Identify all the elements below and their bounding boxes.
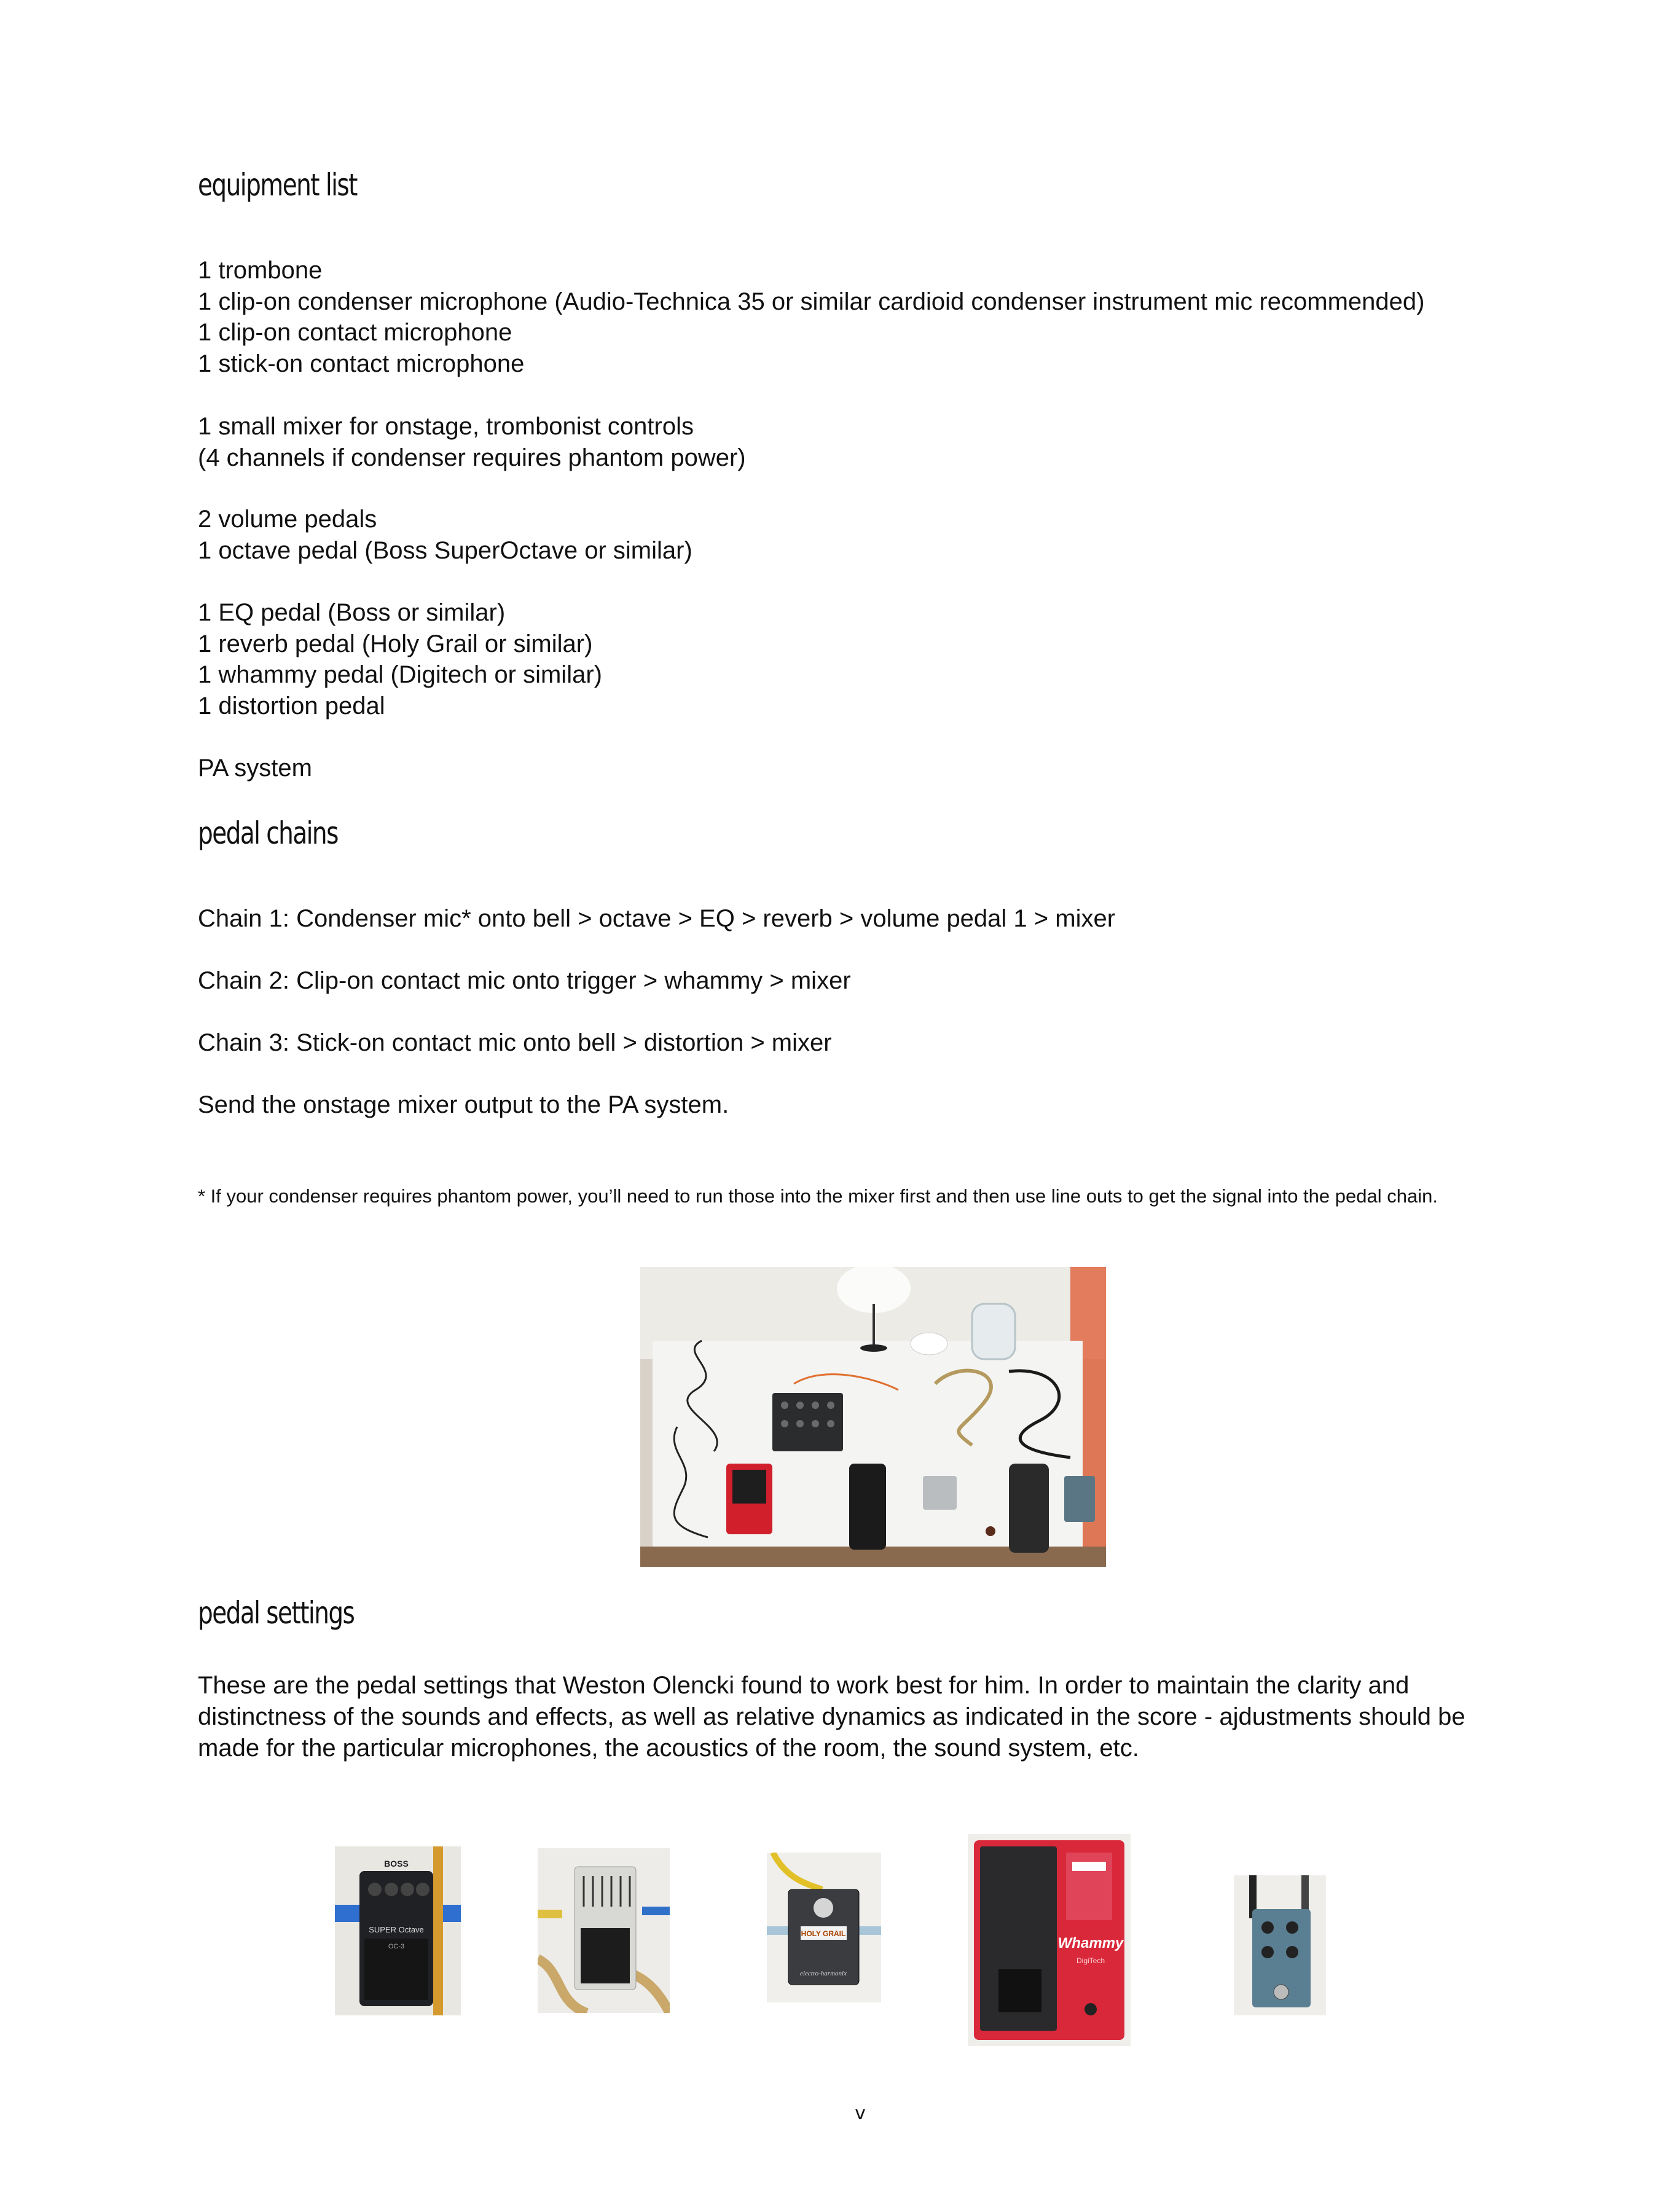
whammy-pedal-photo	[968, 1834, 1131, 2046]
distortion-pedal-photo	[1234, 1875, 1326, 2015]
equipment-item: 1 distortion pedal	[198, 692, 385, 720]
settings-description: These are the pedal settings that Weston Olencki found to work best for him. In order to maintain the clarity and distinctness of the sounds and effects, as well as relative dynamics as indicated in the score - ajdustments should be made for the particular microphones, the acoustics of the room, the sound system, etc.	[198, 1672, 1465, 1762]
equipment-item: 1 whammy pedal (Digitech or similar)	[198, 661, 602, 688]
reverb-pedal-photo	[767, 1853, 881, 2002]
octave-brand: BOSS	[384, 1859, 409, 1869]
eq-pedal-photo	[538, 1848, 670, 2013]
pedal-chains-heading: pedal chains	[198, 815, 338, 851]
equipment-item: 1 EQ pedal (Boss or similar)	[198, 599, 506, 626]
chain-line: Chain 1: Condenser mic* onto bell > octave > EQ > reverb > volume pedal 1 > mixer	[198, 905, 1116, 932]
setup-photo	[640, 1267, 1106, 1567]
whammy-pedal-name: Whammy	[1057, 1935, 1124, 1951]
equipment-item: 2 volume pedals	[198, 506, 377, 533]
pedal-settings-heading: pedal settings	[198, 1595, 355, 1631]
chain-line: Chain 3: Stick-on contact mic onto bell > distortion > mixer	[198, 1029, 832, 1056]
equipment-list-heading: equipment list	[198, 167, 357, 203]
octave-pedal-name: SUPER Octave	[369, 1925, 424, 1934]
reverb-brand: electro-harmonix	[800, 1970, 847, 1977]
equipment-item: 1 small mixer for onstage, trombonist controls	[198, 413, 694, 440]
equipment-item: (4 channels if condenser requires phantom power)	[198, 444, 746, 471]
equipment-item: 1 stick-on contact microphone	[198, 350, 525, 377]
equipment-item: 1 clip-on contact microphone	[198, 319, 512, 346]
page-number: v	[855, 2103, 866, 2124]
reverb-pedal-name: HOLY GRAIL	[801, 1929, 846, 1938]
footnote: * If your condenser requires phantom power, you’ll need to run those into the mixer first and then use line outs to get the signal into the pedal chain.	[198, 1185, 1438, 1207]
octave-pedal-photo	[335, 1846, 461, 2015]
equipment-item: 1 octave pedal (Boss SuperOctave or similar)	[198, 537, 692, 564]
equipment-item: PA system	[198, 755, 312, 782]
chain-line: Chain 2: Clip-on contact mic onto trigger > whammy > mixer	[198, 967, 851, 994]
equipment-item: 1 trombone	[198, 257, 323, 284]
octave-model: OC-3	[388, 1943, 405, 1950]
whammy-brand: DigiTech	[1076, 1956, 1105, 1965]
equipment-item: 1 reverb pedal (Holy Grail or similar)	[198, 630, 593, 657]
chain-line: Send the onstage mixer output to the PA system.	[198, 1091, 729, 1118]
equipment-item: 1 clip-on condenser microphone (Audio-Technica 35 or similar cardioid condenser instrument mic recommended)	[198, 288, 1425, 315]
